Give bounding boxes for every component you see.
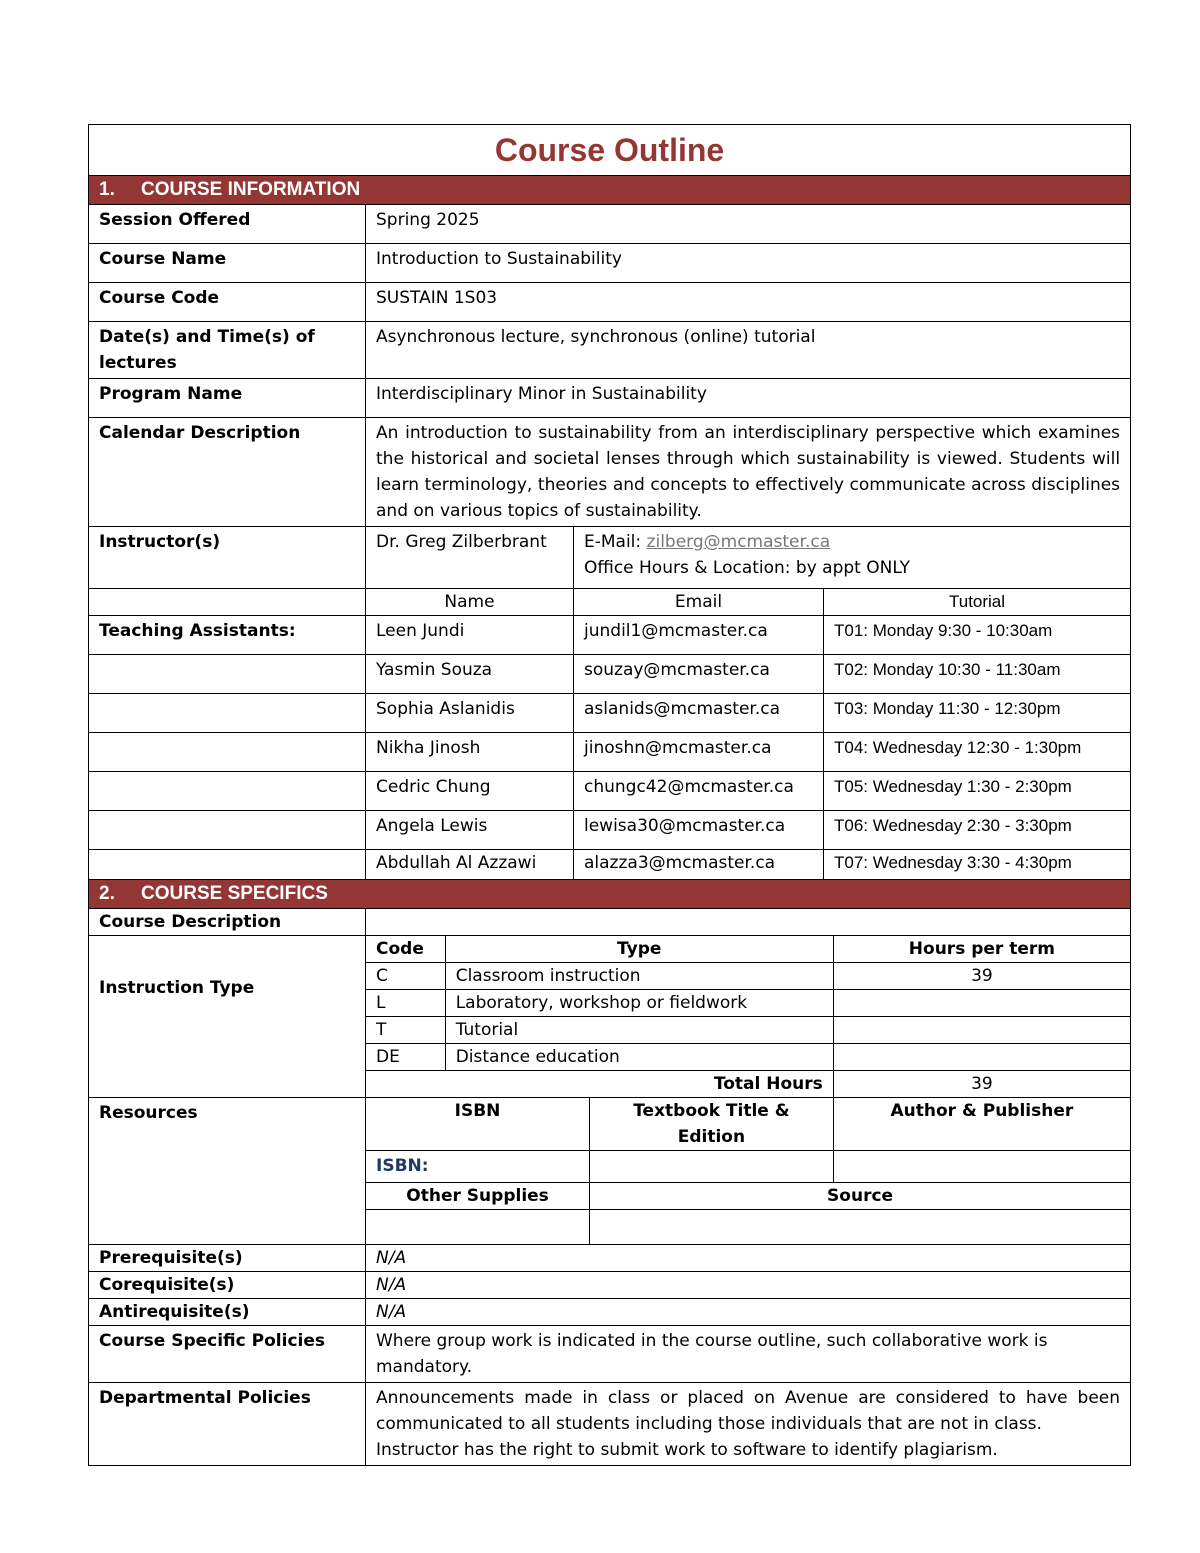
ta-name: Cedric Chung: [366, 772, 574, 811]
antireq-value: N/A: [366, 1298, 1131, 1325]
ta-email: aslanids@mcmaster.ca: [574, 694, 824, 733]
type-header: Type: [445, 936, 833, 963]
ta-name: Angela Lewis: [366, 811, 574, 850]
instruction-row: [366, 1017, 1130, 1044]
dept-policies-label: Departmental Policies: [89, 1382, 366, 1465]
course-description-value: [366, 909, 1131, 936]
course-outline-document: [88, 124, 1130, 1466]
author-value: [833, 1151, 1130, 1183]
ta-blank: [89, 811, 366, 850]
program-value: Interdisciplinary Minor in Sustainability: [366, 379, 1131, 418]
isbn-header: ISBN: [366, 1098, 590, 1151]
ta-name: Sophia Aslanidis: [366, 694, 574, 733]
antireq-label: Antirequisite(s): [89, 1298, 366, 1325]
ta-tutorial: T02: Monday 10:30 - 11:30am: [824, 655, 1131, 694]
code-header: Code: [366, 936, 445, 963]
ta-name: Nikha Jinosh: [366, 733, 574, 772]
calendar-description: An introduction to sustainability from an interdisciplinary perspective which examines the historical and societal lenses through which sustainability is viewed. Students will learn terminology, theories and concepts to effectively communicate across disciplines and on various topics of sustainability.: [366, 418, 1131, 527]
ta-tutorial: T04: Wednesday 12:30 - 1:30pm: [824, 733, 1131, 772]
author-header: Author & Publisher: [833, 1098, 1130, 1151]
instruction-type: Laboratory, workshop or fieldwork: [445, 990, 833, 1017]
ta-name: Leen Jundi: [366, 616, 574, 655]
instruction-type-table: [366, 936, 1130, 1097]
ta-blank: [89, 772, 366, 811]
ta-email: jundil1@mcmaster.ca: [574, 616, 824, 655]
ta-tutorial: T07: Wednesday 3:30 - 4:30pm: [824, 850, 1131, 880]
course-code-value: SUSTAIN 1S03: [366, 283, 1131, 322]
ta-tutorial: T03: Monday 11:30 - 12:30pm: [824, 694, 1131, 733]
section-number: 2.: [99, 883, 115, 904]
program-label: Program Name: [89, 379, 366, 418]
section-course-specifics: [89, 880, 1131, 909]
email-label: E-Mail:: [584, 532, 642, 552]
ta-row: [89, 772, 1131, 811]
instruction-row: [366, 963, 1130, 990]
source-value: [590, 1210, 1130, 1244]
resources-cell: [366, 1098, 1131, 1245]
instruction-row: [366, 1044, 1130, 1071]
course-outline-table: [88, 124, 1131, 1466]
course-description-label: Course Description: [89, 909, 366, 936]
prereq-label: Prerequisite(s): [89, 1244, 366, 1271]
instruction-code: T: [366, 1017, 445, 1044]
ta-row: [89, 694, 1131, 733]
instruction-hours: [833, 990, 1130, 1017]
instruction-code: DE: [366, 1044, 445, 1071]
ta-header-tutorial: Tutorial: [824, 589, 1131, 616]
prereq-value: N/A: [366, 1244, 1131, 1271]
resources-table: [366, 1098, 1130, 1244]
course-policies-value: Where group work is indicated in the course outline, such collaborative work is mandatory.: [366, 1325, 1131, 1382]
ta-header-email: Email: [574, 589, 824, 616]
supplies-value: [366, 1210, 590, 1244]
ta-row: [89, 733, 1131, 772]
dates-label: Date(s) and Time(s) of lectures: [89, 322, 366, 379]
ta-blank: [89, 655, 366, 694]
ta-row: [89, 655, 1131, 694]
course-policies-label: Course Specific Policies: [89, 1325, 366, 1382]
ta-email: lewisa30@mcmaster.ca: [574, 811, 824, 850]
ta-row: [89, 616, 1131, 655]
ta-email: chungc42@mcmaster.ca: [574, 772, 824, 811]
ta-email: souzay@mcmaster.ca: [574, 655, 824, 694]
instruction-hours: 39: [833, 963, 1130, 990]
total-hours-value: 39: [833, 1071, 1130, 1098]
session-label: Session Offered: [89, 205, 366, 244]
instructor-name: Dr. Greg Zilberbrant: [366, 527, 574, 589]
resources-label: Resources: [89, 1098, 366, 1245]
instruction-type-label: Instruction Type: [89, 936, 366, 1098]
total-hours-label: Total Hours: [366, 1071, 833, 1098]
ta-row: [89, 811, 1131, 850]
ta-header-name: Name: [366, 589, 574, 616]
ta-tutorial: T06: Wednesday 2:30 - 3:30pm: [824, 811, 1131, 850]
ta-email: jinoshn@mcmaster.ca: [574, 733, 824, 772]
calendar-label: Calendar Description: [89, 418, 366, 527]
instruction-type: Classroom instruction: [445, 963, 833, 990]
page-title: Course Outline: [89, 125, 1131, 176]
instruction-hours: [833, 1044, 1130, 1071]
dates-value: Asynchronous lecture, synchronous (online) tutorial: [366, 322, 1131, 379]
course-name-label: Course Name: [89, 244, 366, 283]
section-title: COURSE INFORMATION: [141, 179, 361, 200]
hours-header: Hours per term: [833, 936, 1130, 963]
instruction-hours: [833, 1017, 1130, 1044]
section-number: 1.: [99, 179, 115, 200]
ta-row: [89, 850, 1131, 880]
section-course-information: [89, 176, 1131, 205]
office-hours: Office Hours & Location: by appt ONLY: [584, 558, 910, 578]
session-value: Spring 2025: [366, 205, 1131, 244]
instructor-email-link[interactable]: zilberg@mcmaster.ca: [646, 532, 831, 552]
coreq-value: N/A: [366, 1271, 1131, 1298]
ta-header-blank: [89, 589, 366, 616]
section-title: COURSE SPECIFICS: [141, 883, 328, 904]
ta-label: Teaching Assistants:: [89, 616, 366, 655]
isbn-value: ISBN:: [366, 1151, 590, 1183]
other-supplies-header: Other Supplies: [366, 1183, 590, 1210]
textbook-header: Textbook Title & Edition: [590, 1098, 834, 1151]
source-header: Source: [590, 1183, 1130, 1210]
coreq-label: Corequisite(s): [89, 1271, 366, 1298]
dept-policies-value: [366, 1382, 1131, 1465]
ta-email: alazza3@mcmaster.ca: [574, 850, 824, 880]
dept-policy-plagiarism: Instructor has the right to submit work to software to identify plagiarism.: [376, 1439, 998, 1460]
instruction-type-cell: [366, 936, 1131, 1098]
instruction-type: Distance education: [445, 1044, 833, 1071]
ta-tutorial: T01: Monday 9:30 - 10:30am: [824, 616, 1131, 655]
ta-blank: [89, 694, 366, 733]
instruction-code: C: [366, 963, 445, 990]
ta-name: Abdullah Al Azzawi: [366, 850, 574, 880]
ta-tutorial: T05: Wednesday 1:30 - 2:30pm: [824, 772, 1131, 811]
ta-blank: [89, 733, 366, 772]
dept-policy-announcements: Announcements made in class or placed on Avenue are considered to have been communicated to all students including those individuals that are not in class.: [376, 1387, 1121, 1434]
course-name-value: Introduction to Sustainability: [366, 244, 1131, 283]
ta-name: Yasmin Souza: [366, 655, 574, 694]
instruction-code: L: [366, 990, 445, 1017]
instruction-type: Tutorial: [445, 1017, 833, 1044]
instruction-row: [366, 990, 1130, 1017]
course-code-label: Course Code: [89, 283, 366, 322]
textbook-value: [590, 1151, 834, 1183]
instructor-contact: [574, 527, 1131, 589]
ta-blank: [89, 850, 366, 880]
instructor-label: Instructor(s): [89, 527, 366, 589]
